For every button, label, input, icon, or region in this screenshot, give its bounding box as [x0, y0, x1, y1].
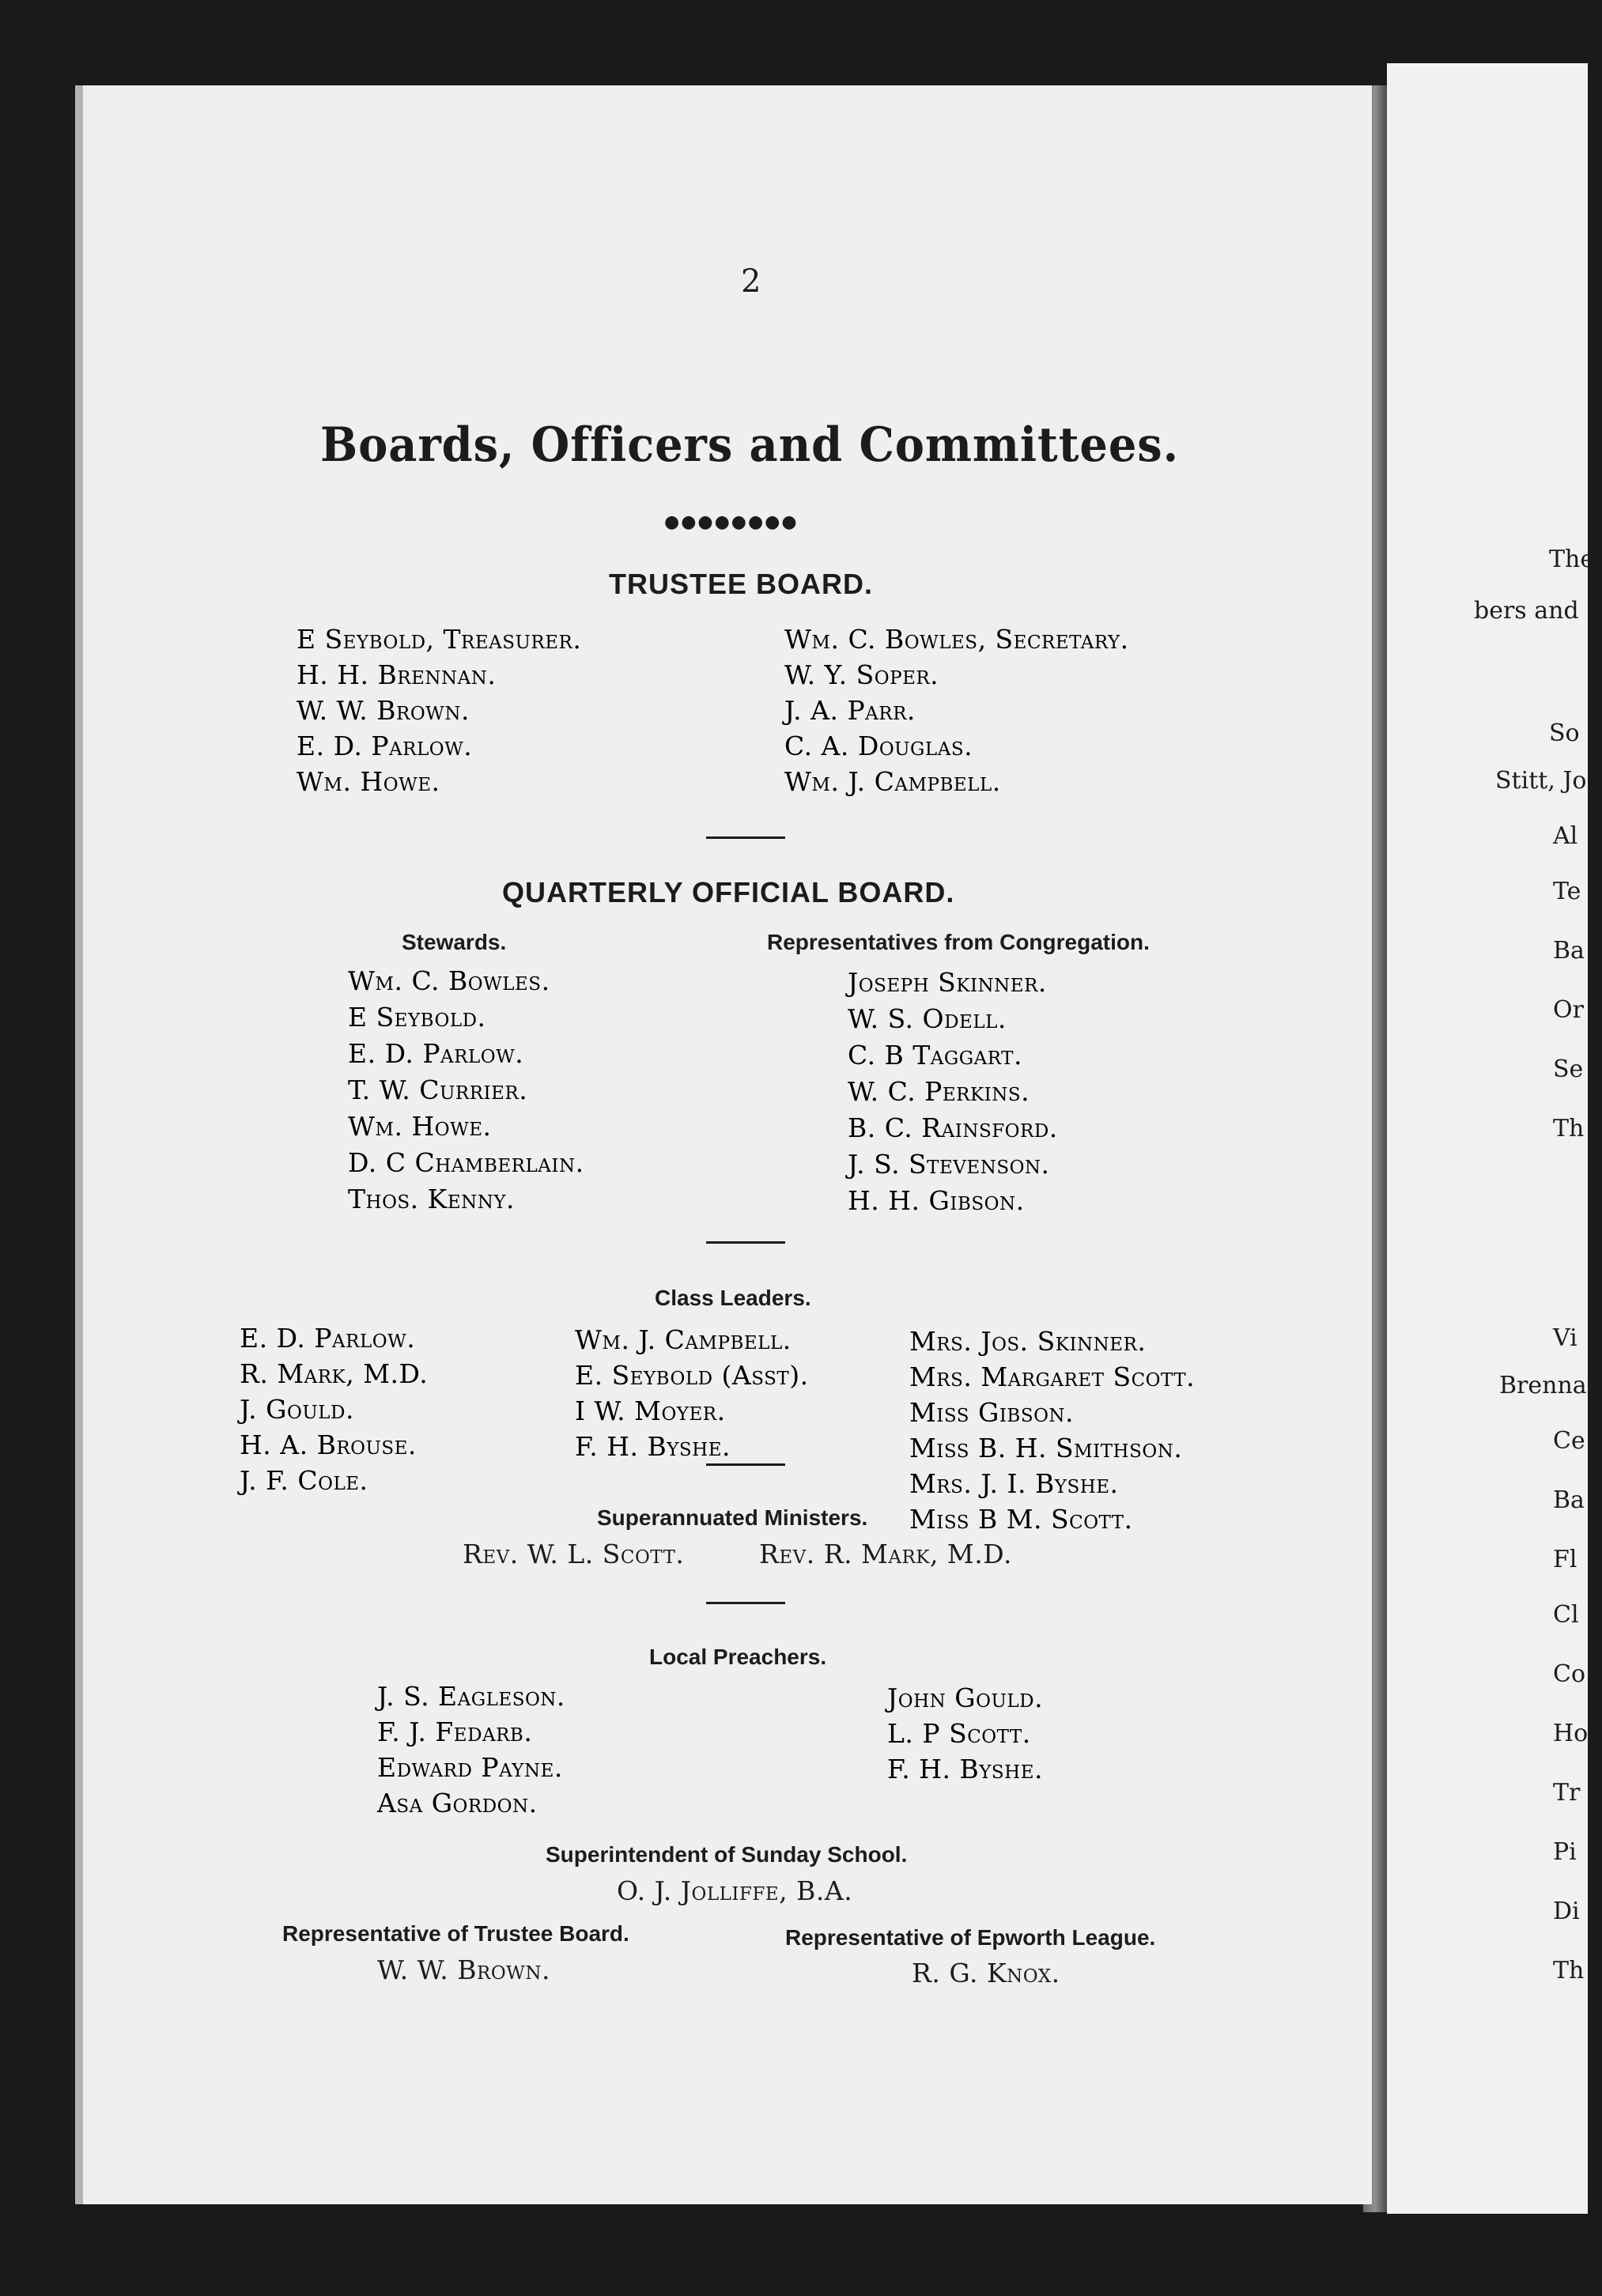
class-leader: Miss Gibson. [909, 1397, 1075, 1428]
facing-page-text: Ce [1553, 1427, 1585, 1455]
sunday-school-superintendent: O. J. Jolliffe, B.A. [617, 1875, 853, 1906]
page-title: Boards, Officers and Committees. [320, 417, 1179, 473]
page-number: 2 [741, 263, 761, 300]
class-leader: E. D. Parlow. [240, 1323, 416, 1354]
facing-page-text: The [1549, 546, 1595, 573]
class-leader: Mrs. J. I. Byshe. [909, 1468, 1119, 1499]
facing-page-text: Pi [1553, 1838, 1577, 1866]
trustee-member: C. A. Douglas. [784, 731, 973, 761]
facing-page-text: Te [1553, 878, 1581, 905]
trustee-member: W. Y. Soper. [784, 659, 939, 690]
trustee-member: J. A. Parr. [784, 695, 916, 726]
rep-epworth-heading: Representative of Epworth League. [785, 1925, 1156, 1950]
document-page [75, 85, 1372, 2204]
representative: Joseph Skinner. [848, 967, 1047, 998]
local-preacher: Edward Payne. [377, 1752, 563, 1783]
local-preacher: J. S. Eagleson. [377, 1681, 565, 1712]
trustee-board-heading: TRUSTEE BOARD. [609, 568, 874, 600]
class-leader: F. H. Byshe. [575, 1431, 731, 1462]
representative: B. C. Rainsford. [848, 1112, 1058, 1143]
class-leader: E. Seybold (Asst). [575, 1360, 809, 1391]
facing-page-text: Se [1553, 1055, 1584, 1083]
local-preacher: L. P Scott. [887, 1718, 1031, 1749]
facing-page-text: Stitt, Jo [1495, 767, 1587, 795]
facing-page-text: Ho [1553, 1720, 1589, 1747]
class-leader: Miss B. H. Smithson. [909, 1433, 1183, 1463]
trustee-member: Wm. Howe. [297, 766, 440, 797]
representative: H. H. Gibson. [848, 1185, 1025, 1216]
representative: W. C. Perkins. [848, 1076, 1030, 1107]
section-rule [706, 1602, 785, 1604]
stewards-list [348, 963, 584, 1218]
local-preachers-heading: Local Preachers. [649, 1645, 827, 1669]
representatives-list [848, 965, 1058, 1219]
representatives-heading: Representatives from Congregation. [767, 930, 1150, 954]
class-leaders-heading: Class Leaders. [655, 1286, 811, 1310]
section-rule [706, 1463, 785, 1466]
facing-page-text: Brennan [1499, 1372, 1602, 1399]
facing-page-text: Cl [1553, 1601, 1579, 1629]
facing-page-text: So [1549, 719, 1580, 747]
class-leader: Mrs. Margaret Scott. [909, 1361, 1196, 1392]
facing-page [1387, 63, 1602, 2214]
class-leaders-col3 [909, 1324, 1195, 1537]
steward: Wm. C. Bowles. [348, 965, 550, 996]
facing-page-text: Th [1553, 1115, 1585, 1142]
steward: D. C Chamberlain. [348, 1147, 584, 1178]
rep-epworth-name: R. G. Knox. [912, 1958, 1060, 1988]
class-leader: Mrs. Jos. Skinner. [909, 1326, 1147, 1357]
local-preachers-right [887, 1680, 1043, 1787]
facing-page-text: Fl [1553, 1546, 1577, 1573]
facing-page-text: bers and [1474, 597, 1579, 625]
stewards-heading: Stewards. [402, 930, 507, 954]
trustee-left-column [297, 621, 581, 799]
facing-page-text: Tr [1553, 1779, 1581, 1807]
representative: C. B Taggart. [848, 1040, 1023, 1071]
trustee-member: W. W. Brown. [297, 695, 470, 726]
steward: T. W. Currier. [348, 1074, 528, 1105]
steward: Thos. Kenny. [348, 1184, 516, 1214]
rep-trustee-heading: Representative of Trustee Board. [282, 1921, 629, 1946]
trustee-member: E Seybold, Treasurer. [297, 624, 582, 655]
trustee-member: Wm. J. Campbell. [784, 766, 1001, 797]
trustee-right-column [784, 621, 1129, 799]
facing-page-text: Co [1553, 1660, 1586, 1688]
section-rule [706, 836, 785, 839]
trustee-member: E. D. Parlow. [297, 731, 473, 761]
local-preacher: Asa Gordon. [377, 1788, 538, 1818]
representative: W. S. Odell. [848, 1003, 1007, 1034]
steward: Wm. Howe. [348, 1111, 492, 1142]
class-leader: J. Gould. [240, 1394, 354, 1425]
facing-page-text: Or [1553, 996, 1584, 1024]
facing-page-text: Vi [1553, 1324, 1577, 1352]
class-leader: J. F. Cole. [240, 1465, 368, 1496]
trustee-member: H. H. Brennan. [297, 659, 497, 690]
sunday-school-heading: Superintendent of Sunday School. [546, 1842, 908, 1867]
class-leader: Miss B M. Scott. [909, 1504, 1133, 1535]
local-preachers-left [377, 1679, 565, 1821]
rep-trustee-name: W. W. Brown. [377, 1954, 550, 1985]
facing-page-text: Di [1553, 1898, 1580, 1925]
class-leaders-col1 [240, 1320, 428, 1498]
steward: E Seybold. [348, 1002, 486, 1033]
section-rule [706, 1241, 785, 1244]
facing-page-text: Ba [1553, 937, 1585, 965]
superannuated-minister: Rev. W. L. Scott. [463, 1539, 685, 1569]
superannuated-heading: Superannuated Ministers. [597, 1505, 868, 1530]
class-leader: H. A. Brouse. [240, 1429, 417, 1460]
ornament-divider: ●●●●●●●● [664, 512, 799, 532]
class-leader: I W. Moyer. [575, 1395, 726, 1426]
superannuated-minister: Rev. R. Mark, M.D. [759, 1539, 1012, 1569]
local-preacher: John Gould. [887, 1682, 1044, 1713]
class-leader: R. Mark, M.D. [240, 1358, 429, 1389]
facing-page-text: Al [1553, 822, 1578, 850]
steward: E. D. Parlow. [348, 1038, 524, 1069]
local-preacher: F. H. Byshe. [887, 1754, 1044, 1784]
class-leader: Wm. J. Campbell. [575, 1324, 792, 1355]
trustee-member: Wm. C. Bowles, Secretary. [784, 624, 1129, 655]
class-leaders-col2 [575, 1322, 809, 1464]
representative: J. S. Stevenson. [848, 1149, 1050, 1180]
facing-page-text: Th [1553, 1957, 1585, 1984]
local-preacher: F. J. Fedarb. [377, 1716, 533, 1747]
facing-page-text: Ba [1553, 1486, 1585, 1514]
quarterly-board-heading: QUARTERLY OFFICIAL BOARD. [502, 876, 955, 908]
